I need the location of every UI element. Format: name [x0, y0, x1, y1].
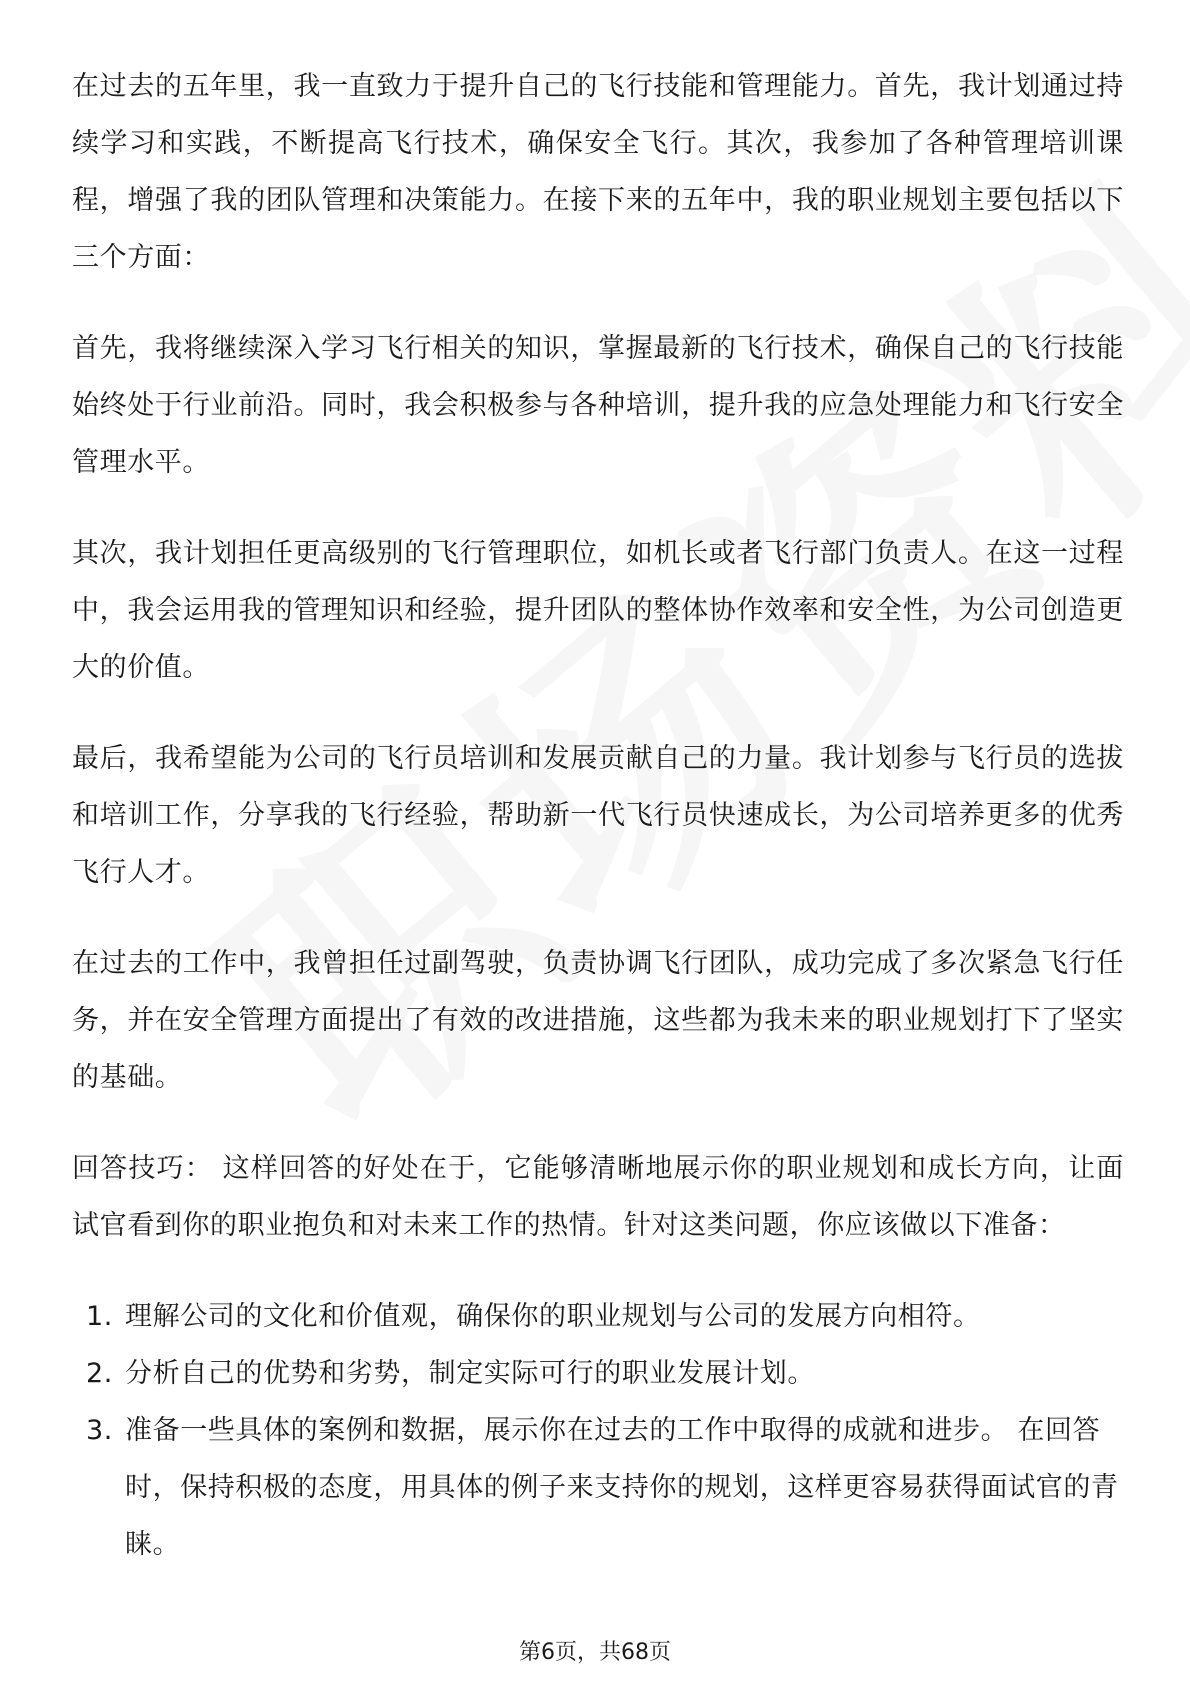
list-item	[72, 1345, 1124, 1402]
paragraph-last: 最后，我希望能为公司的飞行员培训和发展贡献自己的力量。我计划参与飞行员的选拔和培训工作，分享我的飞行经验，帮助新一代飞行员快速成长，为公司培养更多的优秀飞行人才。	[72, 743, 1124, 888]
list-item	[72, 1288, 1124, 1345]
paragraph-experience: 在过去的工作中，我曾担任过副驾驶，负责协调飞行团队，成功完成了多次紧急飞行任务，并在安全管理方面提出了有效的改进措施，这些都为我未来的职业规划打下了坚实的基础。	[72, 948, 1124, 1093]
tips-list	[72, 1288, 1124, 1573]
paragraph-intro: 在过去的五年里，我一直致力于提升自己的飞行技能和管理能力。首先，我计划通过持续学习和实践，不断提高飞行技术，确保安全飞行。其次，我参加了各种管理培训课程，增强了我的团队管理和决策能力。在接下来的五年中，我的职业规划主要包括以下三个方面：	[72, 71, 1124, 273]
list-item-number: 3.	[86, 1415, 113, 1446]
list-item-text: 准备一些具体的案例和数据，展示你在过去的工作中取得的成就和进步。 在回答时，保持积极的态度，用具体的例子来支持你的规划，这样更容易获得面试官的青睐。	[125, 1415, 1119, 1560]
list-item-number: 1.	[86, 1301, 113, 1332]
paragraph-answer-tips: 回答技巧： 这样回答的好处在于，它能够清晰地展示你的职业规划和成长方向，让面试官看到你的职业抱负和对未来工作的热情。针对这类问题，你应该做以下准备：	[72, 1153, 1124, 1241]
list-item-number: 2.	[86, 1358, 113, 1389]
list-item-text: 分析自己的优势和劣势，制定实际可行的职业发展计划。	[125, 1358, 815, 1389]
list-item	[72, 1402, 1124, 1573]
paragraph-first: 首先，我将继续深入学习飞行相关的知识，掌握最新的飞行技术，确保自己的飞行技能始终处于行业前沿。同时，我会积极参与各种培训，提升我的应急处理能力和飞行安全管理水平。	[72, 333, 1124, 478]
document-body	[72, 58, 1124, 1573]
list-item-text: 理解公司的文化和价值观，确保你的职业规划与公司的发展方向相符。	[125, 1301, 981, 1332]
paragraph-second: 其次，我计划担任更高级别的飞行管理职位，如机长或者飞行部门负责人。在这一过程中，我会运用我的管理知识和经验，提升团队的整体协作效率和安全性，为公司创造更大的价值。	[72, 538, 1124, 683]
page-number: 第6页，共68页	[519, 1640, 671, 1665]
